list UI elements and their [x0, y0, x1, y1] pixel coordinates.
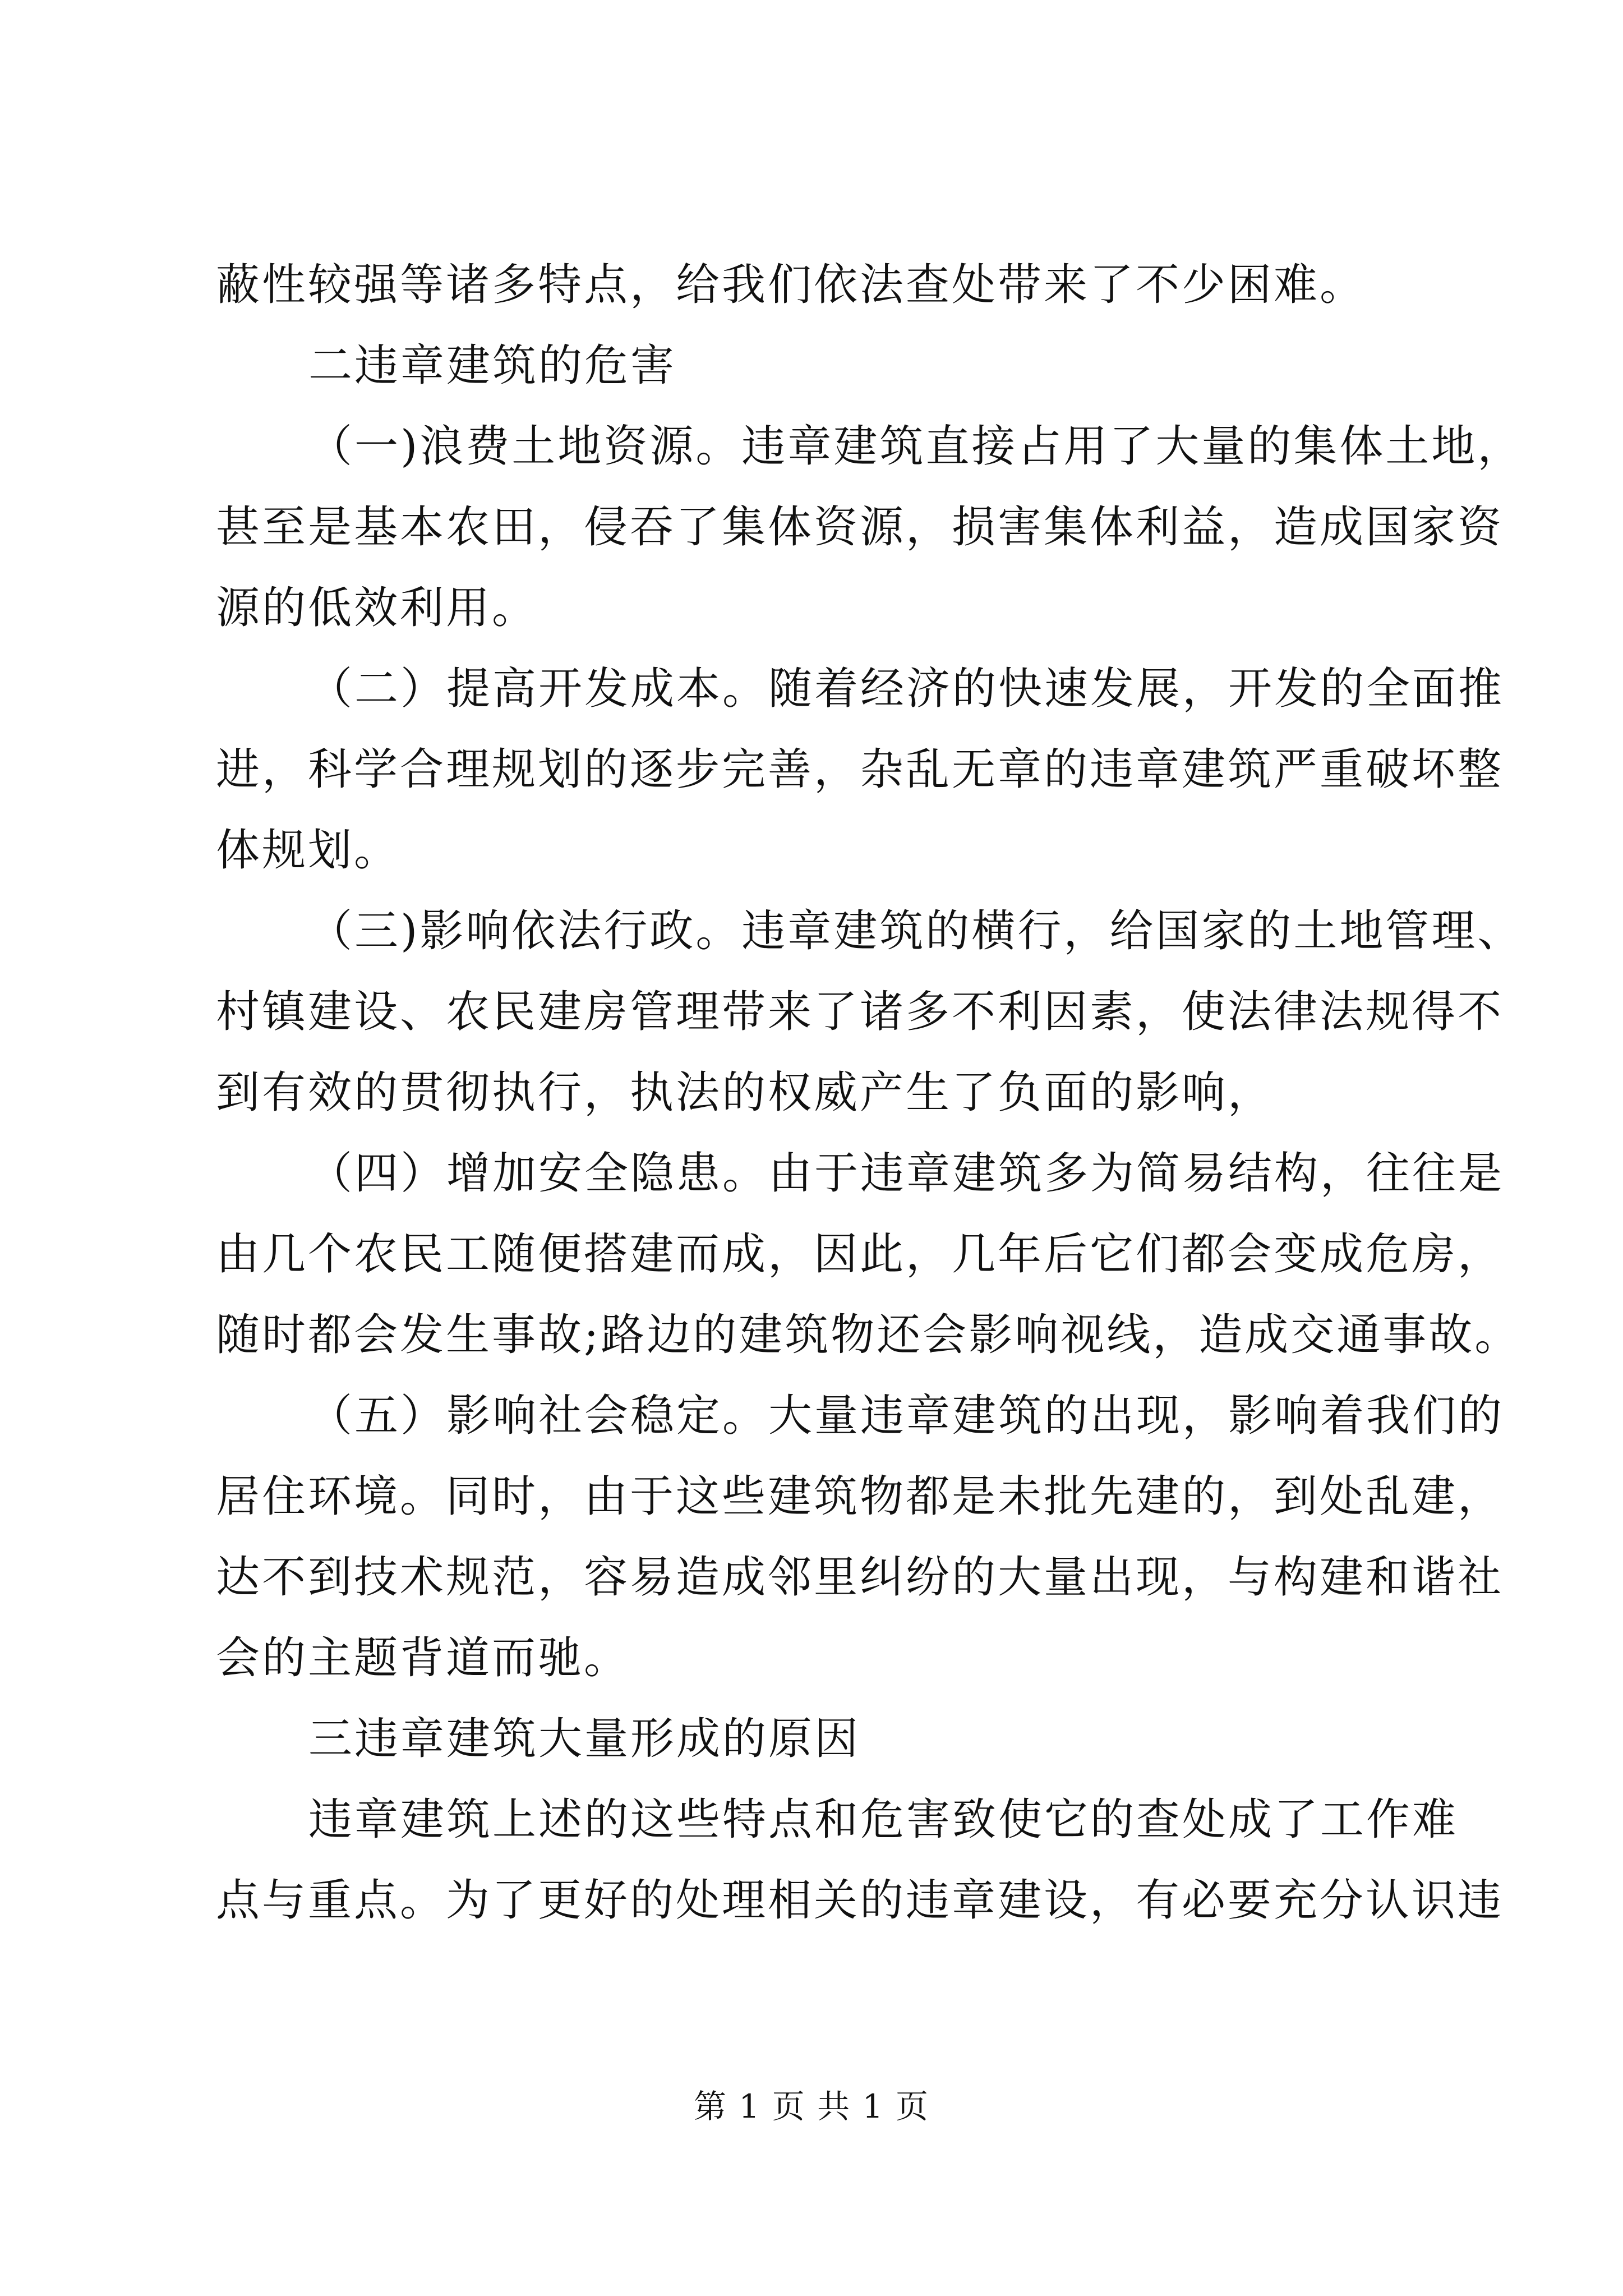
paragraph-line: （二）提高开发成本。随着经济的快速发展，开发的全面推 [308, 664, 1505, 714]
section-heading: 二违章建筑的危害 [308, 341, 677, 391]
page-number-footer: 第 1 页 共 1 页 [694, 2087, 929, 2125]
text-line: 甚至是基本农田，侵吞了集体资源，损害集体利益，造成国家资 [216, 502, 1504, 553]
text-line: 村镇建设、农民建房管理带来了诸多不利因素，使法律法规得不 [216, 987, 1504, 1037]
text-line: 进，科学合理规划的逐步完善，杂乱无章的违章建筑严重破坏整 [216, 744, 1504, 795]
paragraph-line: （三)影响依法行政。违章建筑的横行，给国家的土地管理、 [308, 906, 1524, 956]
text-line: 点与重点。为了更好的处理相关的违章建设，有必要充分认识违 [216, 1875, 1504, 1926]
paragraph-line: （五）影响社会稳定。大量违章建筑的出现，影响着我们的 [308, 1391, 1505, 1441]
text-line: 居住环境。同时，由于这些建筑物都是未批先建的，到处乱建， [216, 1471, 1504, 1522]
text-line: 达不到技术规范，容易造成邻里纠纷的大量出现，与构建和谐社 [216, 1552, 1504, 1603]
text-line: 源的低效利用。 [216, 583, 538, 633]
text-line: 体规划。 [216, 825, 400, 876]
document-body [216, 245, 1524, 1941]
text-line: 蔽性较强等诸多特点，给我们依法查处带来了不少困难。 [216, 260, 1366, 310]
paragraph-line: （四）增加安全隐患。由于违章建筑多为简易结构，往往是 [308, 1148, 1505, 1199]
text-line: 到有效的贯彻执行，执法的权威产生了负面的影响， [216, 1068, 1274, 1118]
paragraph-line: 违章建筑上述的这些特点和危害致使它的查处成了工作难 [308, 1795, 1459, 1845]
text-line: 随时都会发生事故;路边的建筑物还会影响视线，造成交通事故。 [216, 1310, 1521, 1360]
text-line: 会的主题背道而驰。 [216, 1633, 630, 1683]
paragraph-line: （一)浪费土地资源。违章建筑直接占用了大量的集体土地， [308, 421, 1524, 472]
text-line: 由几个农民工随便搭建而成，因此，几年后它们都会变成危房， [216, 1229, 1504, 1280]
section-heading: 三违章建筑大量形成的原因 [308, 1714, 861, 1764]
